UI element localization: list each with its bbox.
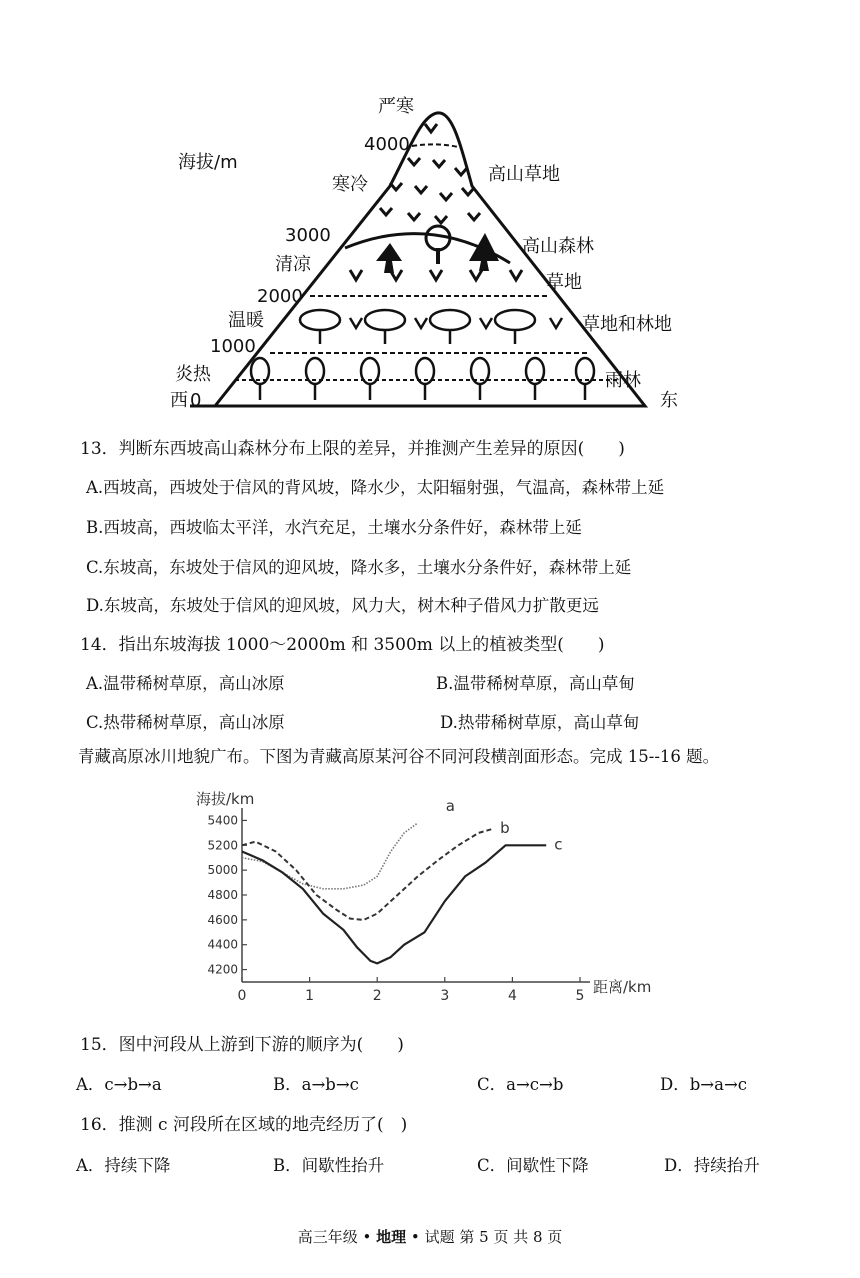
series-label-a: a [445,796,455,815]
question-16-option-c: C．间歇性下降 [477,1156,589,1175]
question-14-option-d: D.热带稀树草原，高山草甸 [440,713,640,732]
alpine-forest-icons [376,226,499,273]
question-14-option-c: C.热带稀树草原，高山冰原 [86,713,285,732]
y-tick-label: 5400 [207,813,238,828]
series-line-b [242,829,492,920]
chart-x-label: 距离/km [593,978,652,996]
question-13-stem: 13．判断东西坡高山森林分布上限的差异，并推测产生差异的原因( ) [80,439,625,459]
question-13-option-b: B.西坡高，西坡临太平洋，水汽充足，土壤水分条件好，森林带上延 [86,518,582,537]
x-tick-label: 5 [575,988,585,1004]
y-tick-label: 4800 [207,888,238,902]
question-15-option-b: B．a→b→c [273,1075,359,1094]
west-label: 西 [170,390,188,411]
footer-grade: 高三年级 [297,1228,358,1246]
question-15-option-a: A．c→b→a [76,1075,162,1094]
question-16-option-d: D．持续抬升 [664,1156,760,1175]
question-16-stem: 16．推测 c 河段所在区域的地壳经历了( ) [80,1115,408,1135]
section-intro: 青藏高原冰川地貌广布。下图为青藏高原某河谷不同河段横剖面形态。完成 15--16 题。 [78,747,720,766]
question-14-option-b: B.温带稀树草原，高山草甸 [436,674,635,693]
question-16-option-b: B．间歇性抬升 [273,1156,385,1175]
question-13-option-c: C.东坡高，东坡处于信风的迎风坡，降水多，土壤水分条件好，森林带上延 [86,558,632,577]
y-tick-label: 5000 [207,863,238,878]
y-tick-label: 5200 [207,838,238,853]
chart-y-label: 海拔/km [196,790,255,808]
y-tick-label: 4600 [207,912,238,927]
climate-cool: 清凉 [275,254,311,275]
footer-exam: 试题 [424,1228,455,1246]
x-tick-label: 0 [237,988,247,1004]
valley-profile-chart [180,782,680,1012]
y-axis-label: 海拔/m [178,152,238,173]
footer-page: 第 5 页 共 8 页 [459,1228,563,1246]
altitude-4000: 4000 [364,134,410,155]
question-13-option-a: A.西坡高，西坡处于信风的背风坡，降水少，太阳辐射强，气温高，森林带上延 [86,478,665,497]
veg-rainforest: 雨林 [605,370,641,391]
y-tick-label: 4400 [207,937,238,952]
veg-alpine-grass: 高山草地 [488,164,560,185]
veg-grass-woodland: 草地和林地 [582,314,672,335]
east-label: 东 [660,390,678,411]
question-16-option-a: A．持续下降 [76,1156,171,1175]
question-15-option-c: C．a→c→b [477,1075,564,1094]
x-tick-label: 1 [305,988,315,1004]
question-15-option-d: D．b→a→c [660,1075,748,1094]
climate-cold: 寒冷 [332,174,368,195]
climate-hot: 炎热 [175,364,211,385]
x-tick-label: 4 [507,988,517,1004]
veg-grassland: 草地 [546,272,582,293]
question-14-stem: 14．指出东坡海拔 1000～2000m 和 3500m 以上的植被类型( ) [80,635,605,655]
climate-warm: 温暖 [228,310,264,331]
series-label-b: b [500,819,510,838]
page-footer [0,1226,860,1247]
question-14-option-a: A.温带稀树草原，高山冰原 [86,674,285,693]
series-label-c: c [554,835,563,854]
question-15-stem: 15．图中河段从上游到下游的顺序为( ) [80,1035,404,1055]
footer-dot: • [362,1228,372,1246]
y-tick-label: 4200 [207,962,238,977]
series-line-a [242,823,418,889]
altitude-0: 0 [190,390,202,411]
rainforest-icons [251,358,594,400]
footer-dot: • [410,1228,420,1246]
x-tick-label: 2 [372,988,382,1004]
x-tick-label: 3 [440,988,450,1004]
series-line-c [242,845,546,963]
climate-severe-cold: 严寒 [378,96,414,117]
woodland-icons [300,310,562,344]
grassland-icons [350,270,522,280]
veg-alpine-forest: 高山森林 [522,236,594,257]
footer-subject: 地理 [376,1228,407,1246]
altitude-2000: 2000 [257,286,303,307]
question-13-option-d: D.东坡高，东坡处于信风的迎风坡，风力大，树木种子借风力扩散更远 [86,596,599,615]
altitude-1000: 1000 [210,336,256,357]
boundary-4000 [412,144,462,148]
altitude-3000: 3000 [285,225,331,246]
vertical-zonation-figure [150,88,690,418]
